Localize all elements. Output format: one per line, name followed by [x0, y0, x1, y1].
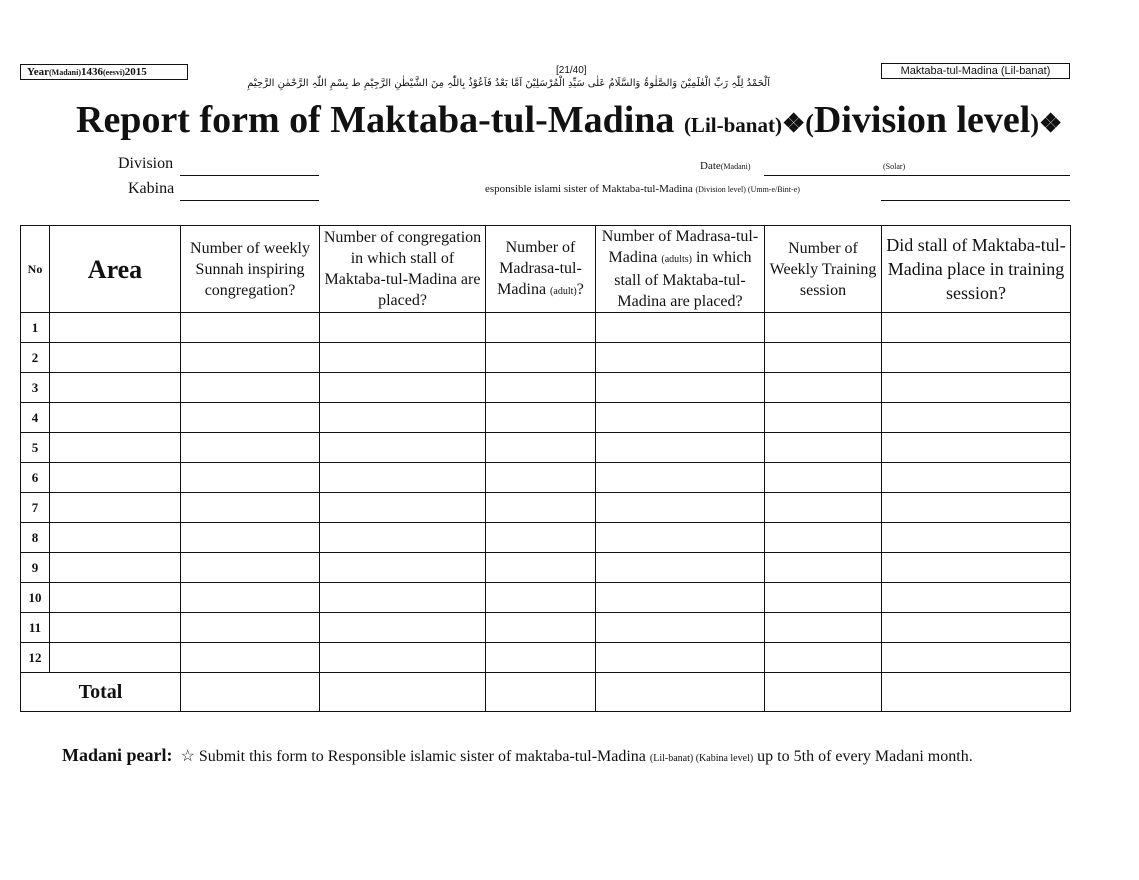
kabina-field[interactable]	[180, 200, 319, 201]
data-cell[interactable]	[882, 613, 1071, 643]
table-row	[21, 373, 1071, 403]
data-cell[interactable]	[486, 313, 596, 343]
data-cell[interactable]	[320, 613, 486, 643]
col-stall-madrasa	[596, 226, 765, 313]
data-cell[interactable]	[320, 493, 486, 523]
data-cell[interactable]	[765, 343, 882, 373]
total-label: Total	[21, 673, 181, 712]
data-cell[interactable]	[320, 583, 486, 613]
row-number: 5	[21, 433, 50, 463]
star-icon: ☆	[180, 748, 195, 765]
data-cell[interactable]	[882, 373, 1071, 403]
col-madrasa-q: ?	[576, 280, 584, 298]
arabic-invocation: اَلْحَمْدُ لِلّٰہِ رَبِّ الْعٰلَمِیْنَ وَالصَّلٰوۃُ وَالسَّلَامُ عَلٰی سَیِّدِ الْمُرْسَلِیْنَ اَمَّا بَعْدُ فَاَعُوْذُ بِاللّٰہِ مِنَ الشَّیْطٰنِ الرَّجِیْمِ ط بِسْمِ اللّٰہِ الرَّحْمٰنِ الرَّحِیْمِ	[247, 78, 770, 89]
data-cell[interactable]	[486, 523, 596, 553]
year-eesvi: 2015	[124, 66, 147, 78]
year-madani-tag: (Madani)	[49, 68, 81, 77]
data-cell[interactable]	[882, 583, 1071, 613]
data-cell[interactable]	[181, 403, 320, 433]
data-cell[interactable]	[181, 433, 320, 463]
date-field[interactable]	[764, 175, 1070, 176]
col-no: No	[21, 226, 50, 313]
col-madrasa	[486, 226, 596, 313]
data-cell[interactable]	[765, 313, 882, 343]
title-sep-right: )❖	[1030, 109, 1063, 138]
responsible-text: esponsible islami sister of Maktaba-tul-Madina	[485, 183, 693, 195]
area-cell[interactable]	[50, 403, 181, 433]
area-cell[interactable]	[50, 313, 181, 343]
data-cell[interactable]	[882, 343, 1071, 373]
row-number: 1	[21, 313, 50, 343]
pearl-label: Madani pearl:	[62, 745, 173, 765]
data-cell[interactable]	[486, 343, 596, 373]
data-cell[interactable]	[596, 583, 765, 613]
data-cell[interactable]	[765, 433, 882, 463]
total-cell[interactable]	[882, 673, 1071, 712]
title-sep-left: ❖(	[781, 109, 814, 138]
row-number: 12	[21, 643, 50, 673]
table-header-row	[21, 226, 1071, 313]
area-cell[interactable]	[50, 463, 181, 493]
row-number: 8	[21, 523, 50, 553]
data-cell[interactable]	[596, 643, 765, 673]
pearl-tag: (Lil-banat) (Kabina level)	[649, 753, 754, 764]
data-cell[interactable]	[596, 553, 765, 583]
data-cell[interactable]	[596, 463, 765, 493]
area-cell[interactable]	[50, 613, 181, 643]
data-cell[interactable]	[882, 643, 1071, 673]
table-row	[21, 433, 1071, 463]
area-cell[interactable]	[50, 433, 181, 463]
data-cell[interactable]	[596, 433, 765, 463]
row-number: 2	[21, 343, 50, 373]
data-cell[interactable]	[320, 403, 486, 433]
col-stall-madrasa-tag: (adults)	[661, 254, 692, 265]
row-number: 6	[21, 463, 50, 493]
data-cell[interactable]	[882, 493, 1071, 523]
row-number: 3	[21, 373, 50, 403]
table-row	[21, 463, 1071, 493]
area-cell[interactable]	[50, 373, 181, 403]
data-cell[interactable]	[596, 403, 765, 433]
title-sub: (Lil-banat)	[683, 113, 782, 137]
area-cell[interactable]	[50, 583, 181, 613]
year-madani: 1436	[81, 66, 103, 78]
data-cell[interactable]	[486, 583, 596, 613]
title-main: Report form of Maktaba-tul-Madina	[76, 99, 675, 141]
data-cell[interactable]	[765, 613, 882, 643]
table-row	[21, 343, 1071, 373]
data-cell[interactable]	[486, 403, 596, 433]
data-cell[interactable]	[181, 373, 320, 403]
data-cell[interactable]	[486, 643, 596, 673]
data-cell[interactable]	[320, 463, 486, 493]
row-number: 9	[21, 553, 50, 583]
data-cell[interactable]	[765, 523, 882, 553]
data-cell[interactable]	[320, 313, 486, 343]
data-cell[interactable]	[596, 613, 765, 643]
data-cell[interactable]	[882, 463, 1071, 493]
data-cell[interactable]	[181, 523, 320, 553]
data-cell[interactable]	[181, 643, 320, 673]
data-cell[interactable]	[882, 313, 1071, 343]
report-table	[20, 225, 1071, 712]
data-cell[interactable]	[765, 463, 882, 493]
area-cell[interactable]	[50, 553, 181, 583]
col-madrasa-main: Number of Madrasa-tul-Madina	[497, 238, 582, 298]
data-cell[interactable]	[882, 523, 1071, 553]
col-area: Area	[50, 226, 181, 313]
col-stall-training: Did stall of Maktaba-tul-Madina place in training session?	[882, 226, 1071, 313]
data-cell[interactable]	[882, 403, 1071, 433]
data-cell[interactable]	[486, 373, 596, 403]
date-madani-tag: (Madani)	[720, 162, 751, 171]
responsible-tag: (Division level) (Umm-e/Bint-e)	[695, 185, 800, 194]
madani-pearl-note	[62, 745, 973, 766]
data-cell[interactable]	[181, 463, 320, 493]
row-number: 11	[21, 613, 50, 643]
data-cell[interactable]	[320, 553, 486, 583]
data-cell[interactable]	[181, 613, 320, 643]
row-number: 10	[21, 583, 50, 613]
col-training: Number of Weekly Training session	[765, 226, 882, 313]
data-cell[interactable]	[596, 313, 765, 343]
responsible-field[interactable]	[881, 200, 1070, 201]
data-cell[interactable]	[596, 523, 765, 553]
table-row	[21, 493, 1071, 523]
area-cell[interactable]	[50, 343, 181, 373]
data-cell[interactable]	[320, 343, 486, 373]
col-madrasa-tag: (adult)	[550, 285, 577, 297]
pearl-text-b: up to 5th of every Madani month.	[757, 748, 973, 765]
table-row	[21, 583, 1071, 613]
data-cell[interactable]	[320, 643, 486, 673]
data-cell[interactable]	[596, 493, 765, 523]
data-cell[interactable]	[486, 613, 596, 643]
data-cell[interactable]	[181, 343, 320, 373]
solar-label	[883, 160, 905, 172]
data-cell[interactable]	[486, 493, 596, 523]
data-cell[interactable]	[596, 343, 765, 373]
area-cell[interactable]	[50, 523, 181, 553]
table-row	[21, 313, 1071, 343]
total-cell[interactable]	[320, 673, 486, 712]
table-row	[21, 523, 1071, 553]
col-stall-madrasa-a: Number of Madrasa-tul-Madina	[601, 228, 759, 266]
data-cell[interactable]	[320, 523, 486, 553]
data-cell[interactable]	[181, 493, 320, 523]
kabina-label: Kabina	[128, 180, 175, 197]
data-cell[interactable]	[320, 433, 486, 463]
data-cell[interactable]	[596, 373, 765, 403]
data-cell[interactable]	[765, 493, 882, 523]
data-cell[interactable]	[765, 373, 882, 403]
data-cell[interactable]	[765, 643, 882, 673]
data-cell[interactable]	[486, 433, 596, 463]
year-box	[20, 64, 188, 80]
title-level: Division level	[813, 99, 1031, 141]
division-field[interactable]	[180, 175, 319, 176]
data-cell[interactable]	[882, 553, 1071, 583]
data-cell[interactable]	[486, 553, 596, 583]
data-cell[interactable]	[181, 553, 320, 583]
table-row	[21, 403, 1071, 433]
total-cell[interactable]	[181, 673, 320, 712]
total-cell[interactable]	[765, 673, 882, 712]
year-eesvi-tag: (eesvi)	[103, 68, 125, 77]
total-cell[interactable]	[596, 673, 765, 712]
responsible-label	[485, 183, 800, 195]
col-weekly-congregation: Number of weekly Sunnah inspiring congregation?	[181, 226, 320, 313]
data-cell[interactable]	[320, 373, 486, 403]
area-cell[interactable]	[50, 643, 181, 673]
total-row	[21, 673, 1071, 712]
data-cell[interactable]	[181, 583, 320, 613]
data-cell[interactable]	[765, 403, 882, 433]
col-stall-madrasa-b: in which stall of Maktaba-tul-Madina are placed?	[614, 249, 752, 310]
data-cell[interactable]	[765, 553, 882, 583]
year-label: Year	[27, 66, 49, 78]
date-label	[700, 160, 751, 172]
col-stall-congregation: Number of congregation in which stall of Maktaba-tul-Madina are placed?	[320, 226, 486, 313]
org-box: Maktaba-tul-Madina (Lil-banat)	[881, 63, 1070, 79]
data-cell[interactable]	[765, 583, 882, 613]
page-title	[76, 98, 1062, 142]
solar-tag: (Solar)	[883, 162, 906, 171]
pearl-text-a: Submit this form to Responsible islamic sister of maktaba-tul-Madina	[198, 748, 646, 765]
data-cell[interactable]	[486, 463, 596, 493]
area-cell[interactable]	[50, 493, 181, 523]
division-label: Division	[118, 155, 174, 172]
table-row	[21, 553, 1071, 583]
row-number: 7	[21, 493, 50, 523]
data-cell[interactable]	[181, 313, 320, 343]
row-number: 4	[21, 403, 50, 433]
date-label-text: Date	[700, 160, 721, 172]
table-row	[21, 643, 1071, 673]
data-cell[interactable]	[882, 433, 1071, 463]
page-number: [21/40]	[556, 65, 587, 76]
table-row	[21, 613, 1071, 643]
total-cell[interactable]	[486, 673, 596, 712]
